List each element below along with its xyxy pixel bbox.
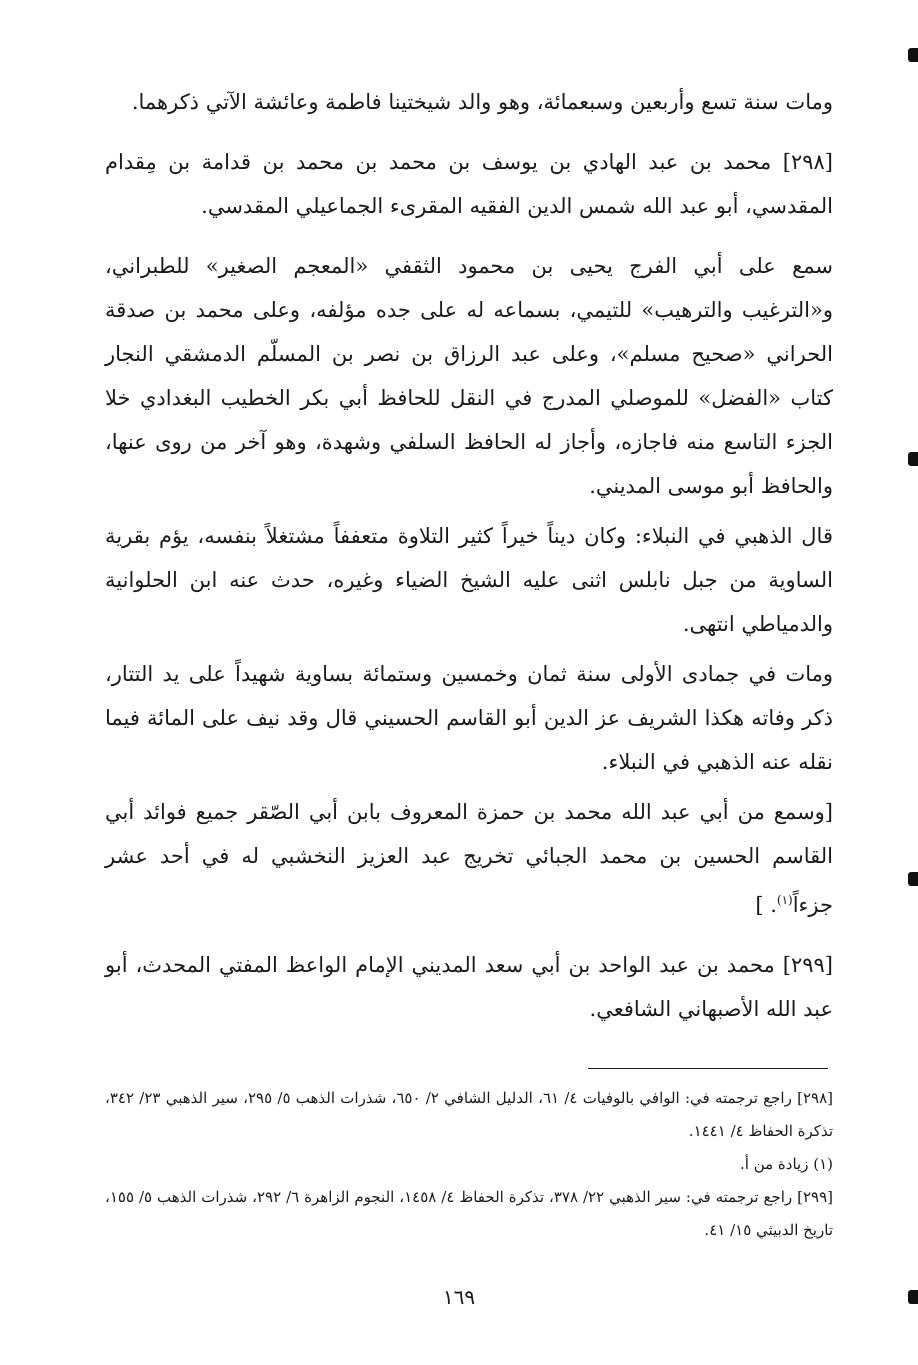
paragraph-death-note: ومات سنة تسع وأربعين وسبعمائة، وهو والد شيختينا فاطمة وعائشة الآتي ذكرهما. — [131, 90, 833, 114]
page-number: ١٦٩ — [442, 1285, 476, 1309]
scan-margin-mark — [908, 452, 918, 466]
scan-margin-mark — [908, 48, 918, 62]
entry-299-heading: [٢٩٩] محمد بن عبد الواحد بن أبي سعد المديني الإمام الواعظ المفتي المحدث، أبو عبد الله الأصبهاني الشافعي. — [105, 953, 833, 1021]
footnotes — [105, 1082, 833, 1247]
paragraph-addition-text: [وسمع من أبي عبد الله محمد بن حمزة المعروف بابن أبي الصّقر جميع فوائد أبي القاسم الحسين بن محمد الجبائي تخريج عبد العزيز النخشبي له في أحد عشر جزءاً — [105, 800, 833, 917]
entry-298-heading: [٢٩٨] محمد بن عبد الهادي بن يوسف بن محمد بن محمد بن قدامة بن مِقدام المقدسي، أبو عبد الله شمس الدين الفقيه المقرىء الجماعيلي المقدسي. — [105, 150, 833, 218]
paragraph-addition — [105, 790, 833, 927]
footnote-ref-1[interactable]: (١) — [776, 893, 793, 907]
paragraph-hearing: سمع على أبي الفرج يحيى بن محمود الثقفي «المعجم الصغير» للطبراني، و«الترغيب والترهيب» للتيمي، بسماعه له على جده مؤلفه، وعلى محمد بن صدقة الحراني «صحيح مسلم»، وعلى عبد الرزاق بن نصر بن المسلّم الدمشقي النجار كتاب «الفضل» للموصلي المدرج في النقل للحافظ أبي بكر الخطيب البغدادي خلا الجزء التاسع منه فاجازه، وأجاز له الحافظ السلفي وشهدة، وهو آخر من روى عنها، والحافظ أبو موسى المديني. — [105, 254, 833, 498]
scan-margin-mark — [908, 872, 918, 886]
footnote-298: [٢٩٨] راجع ترجمته في: الوافي بالوفيات ٤/ ٦١، الدليل الشافي ٢/ ٦٥٠، شذرات الذهب ٥/ ٢٩٥، سير الذهبي ٢٣/ ٣٤٢، تذكرة الحفاظ ٤/ ١٤٤١. — [105, 1089, 833, 1140]
paragraph-addition-end: . ] — [755, 893, 777, 917]
main-text — [105, 80, 833, 1031]
scan-margin-mark — [908, 1290, 918, 1304]
footnote-divider — [588, 1068, 828, 1069]
paragraph-death-date: ومات في جمادى الأولى سنة ثمان وخمسين وستمائة بساوية شهيداً على يد التتار، ذكر وفاته هكذا الشريف عز الدين أبو القاسم الحسيني قال وقد نيف على المائة فيما نقله عنه الذهبي في النبلاء. — [105, 662, 833, 774]
footnote-1: (١) زيادة من أ. — [740, 1155, 833, 1173]
footnote-299: [٢٩٩] راجع ترجمته في: سير الذهبي ٢٢/ ٣٧٨، تذكرة الحفاظ ٤/ ١٤٥٨، النجوم الزاهرة ٦/ ٢٩٢، شذرات الذهب ٥/ ١٥٥، تاريخ الدبيثي ١٥/ ٤١. — [105, 1188, 833, 1239]
paragraph-dhahabi-quote: قال الذهبي في النبلاء: وكان ديناً خيراً كثير التلاوة متعففاً مشتغلاً بنفسه، يؤم بقرية الساوية من جبل نابلس اثنى عليه الشيخ الضياء وغيره، حدث عنه ابن الحلوانية والدمياطي انتهى. — [105, 524, 833, 636]
